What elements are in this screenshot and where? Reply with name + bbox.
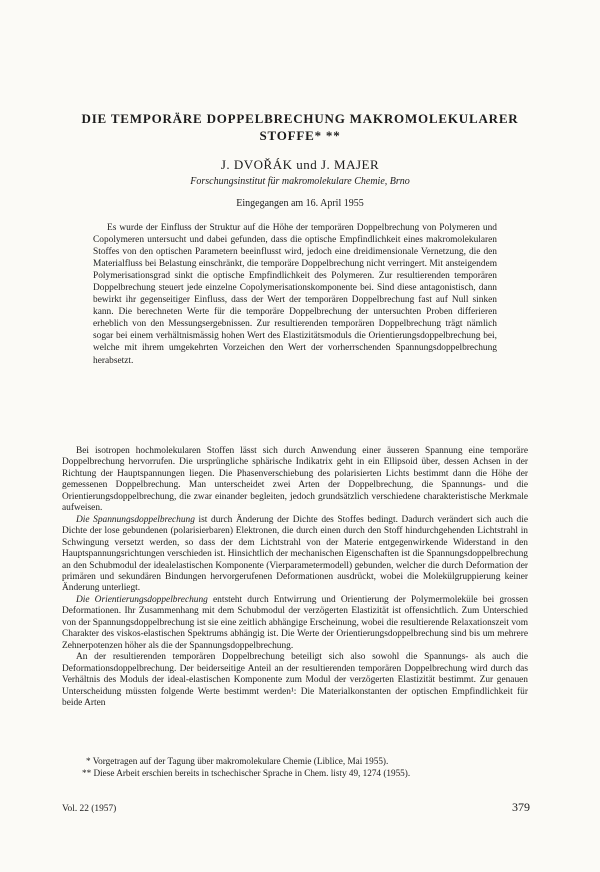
journal-volume: Vol. 22 (1957) [62, 804, 117, 814]
footnote-2: ** Diese Arbeit erschien bereits in tschechischer Sprache in Chem. listy 49, 1274 (1955). [82, 767, 411, 778]
footnotes [62, 756, 528, 779]
paragraph-2-text: ist durch Änderung der Dichte des Stoffes bedingt. Dadurch verändert sich auch die Dichte der lose gebundenen (polarisierbaren) Elektronen, die durch einen durch den Stoff hindurchgehenden Lichtstrahl in Schwingung versetzt werden, so dass der dem Lichtstrahl von der Materie entgegenwirkende Widerstand in den Hauptspannungsrichtungen verschieden ist. Hinsichtlich der mechanischen Eigenschaften ist die Spannungsdoppelbrechung an den Schubmodul der idealelastischen Komponente (Vierparametermodell) gebunden, welcher die durch Deformation der primären und sekundären Bindungen hervorgerufenen Deformationen ausdrückt, wobei die Molekülgruppierung keiner Änderung unterliegt. [62, 514, 528, 594]
paragraph-2 [62, 515, 528, 595]
footnote-1: * Vorgetragen auf der Tagung über makromolekulare Chemie (Liblice, Mai 1955). [86, 756, 389, 766]
paragraph-1: Bei isotropen hochmolekularen Stoffen lässt sich durch Anwendung einer äusseren Spannung eine temporäre Doppelbrechung hervorrufen. Die ursprüngliche sphärische Indikatrix geht in ein Ellipsoid über, dessen Achsen in der Richtung der Hauptspannungen liegen. Die Phasenverschiebung des polarisierten Lichts bestimmt dann die Höhe der gemessenen Doppelbrechung. Man unterscheidet zwei Arten der Doppelbrechung, die Spannungs- und die Orientierungsdoppelbrechung, die zwar einander begleiten, jedoch grundsätzlich verschiedene charakteristische Merkmale aufweisen. [62, 446, 528, 514]
affiliation: Forschungsinstitut für makromolekulare Chemie, Brno [190, 176, 410, 187]
term-spannungsdoppelbrechung: Die Spannungsdoppelbrechung [76, 514, 195, 525]
title-line-2: STOFFE* ** [259, 128, 341, 143]
paragraph-3-text: entsteht durch Entwirrung und Orientierung der Polymermoleküle bei grossen Deformationen. Ihr Zusammenhang mit dem Schubmodul der verzögerten Elastizität ist offensichtlich. Zum Unterschied von der Spannungsdoppelbrechung ist sie eine zeitlich abhängige Erscheinung, wobei die resultierende Relaxationszeit vom Charakter des viskos-elastischen Spektrums abhängig ist. Die Werte der Orientierungsdoppelbrechung sind bis um mehrere Zehnerpotenzen höher als die der Spannungsdoppelbrechung. [62, 594, 529, 651]
paragraph-3 [62, 595, 528, 652]
body-text [62, 446, 528, 709]
abstract: Es wurde der Einfluss der Struktur auf die Höhe der temporären Doppelbrechung von Polymeren und Copolymeren untersucht und dabei gefunden, dass die optische Empfindlichkeit eines makromolekularen Stoffes von den optischen Parametern beeinflusst wird, jedoch eine dreidimensionale Vernetzung, die den Materialfluss bei Belastung einschränkt, die temporäre Doppelbrechung nicht verringert. Mit ansteigendem Polymerisationsgrad sinkt die optische Empfindlichkeit des Polymeren. Zur resultierenden temporären Doppelbrechung steuert jede einzelne Copolymerisationskomponente bei. Sind diese antagonistisch, dann bewirkt ihr gegenseitiger Einfluss, dass der Wert der temporären Doppelbrechung fast auf Null sinken kann. Die berechneten Werte für die temporäre Doppelbrechung der untersuchten Proben differieren erheblich von den Messungsergebnissen. Zur resultierenden temporären Doppelbrechung trägt nämlich sogar bei einem verhältnismässig hohen Wert des Elastizitätsmoduls die Orientierungsdoppelbrechung bei, welche mit ihrem umgekehrten Vorzeichen den Wert der vorherrschenden Spannungsdoppelbrechung herabsetzt. [93, 223, 497, 366]
title-line-1: DIE TEMPORÄRE DOPPELBRECHUNG MAKROMOLEKULARER [81, 111, 519, 126]
page-number: 379 [512, 800, 530, 814]
received-date: Eingegangen am 16. April 1955 [236, 198, 364, 209]
authors: J. DVOŘÁK und J. MAJER [220, 157, 380, 172]
paragraph-4: An der resultierenden temporären Doppelbrechung beteiligt sich also sowohl die Spannungs- als auch die Deformationsdoppelbrechung. Der beiderseitige Anteil an der resultierenden temporären Doppelbrechung wird durch das Verhältnis des Moduls der ideal-elastischen Komponente zum Modul der verzögerten Elastizität bestimmt. Zur genauen Unterscheidung müssten folgende Werte bestimmt werden¹: Die Materialkonstanten der optischen Empfindlichkeit für beide Arten [62, 652, 528, 708]
term-orientierungsdoppelbrechung: Die Orientierungsdoppelbrechung [76, 594, 208, 605]
